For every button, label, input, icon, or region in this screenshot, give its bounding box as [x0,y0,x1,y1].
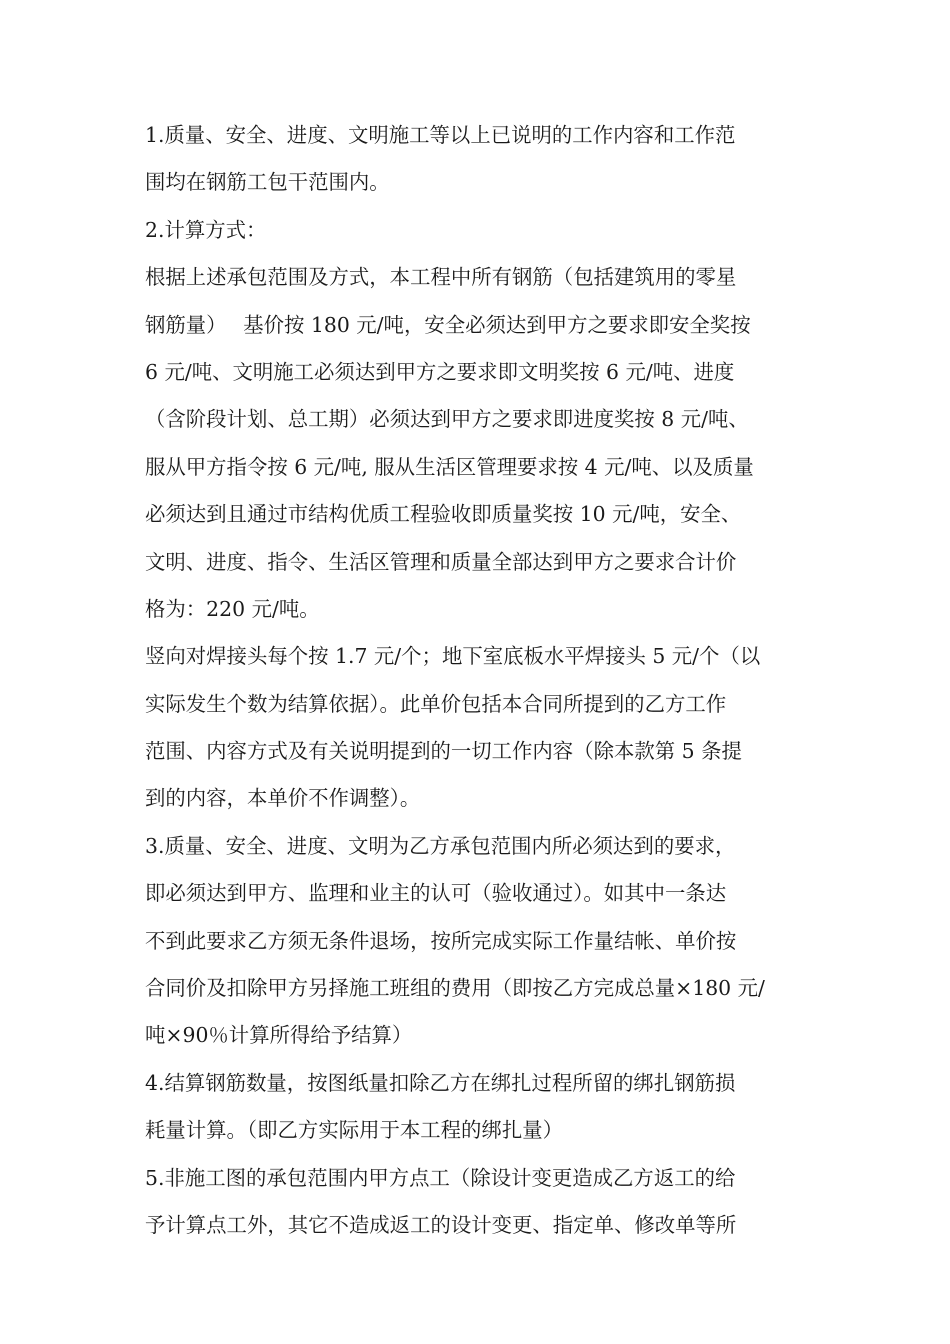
text-line: 5.非施工图的承包范围内甲方点工（除设计变更造成乙方返工的给 [145,1165,736,1190]
text-line: 围均在钢筋工包干范围内。 [145,170,390,195]
text-line: 予计算点工外，其它不造成返工的设计变更、指定单、修改单等所 [145,1212,737,1237]
text-line: 根据上述承包范围及方式，本工程中所有钢筋（包括建筑用的零星 [145,265,737,290]
text-line: 格为：220 元/吨。 [145,596,320,621]
text-line: 竖向对焊接头每个按 1.7 元/个；地下室底板水平焊接头 5 元/个（以 [145,644,761,669]
text-line: 6 元/吨、文明施工必须达到甲方之要求即文明奖按 6 元/吨、进度 [145,359,735,384]
text-line: 3.质量、安全、进度、文明为乙方承包范围内所必须达到的要求， [145,833,736,858]
text-line: 吨×90％计算所得给予结算） [145,1023,413,1048]
text-line: 4.结算钢筋数量，按图纸量扣除乙方在绑扎过程所留的绑扎钢筋损 [145,1070,736,1095]
text-line: 合同价及扣除甲方另择施工班组的费用（即按乙方完成总量×180 元/ [145,976,765,1001]
text-line: 范围、内容方式及有关说明提到的一切工作内容（除本款第 5 条提 [145,739,742,764]
text-line: 实际发生个数为结算依据）。此单价包括本合同所提到的乙方工作 [145,691,727,716]
text-line: 必须达到且通过市结构优质工程验收即质量奖按 10 元/吨，安全、 [145,502,742,527]
text-line: 文明、进度、指令、生活区管理和质量全部达到甲方之要求合计价 [145,549,737,574]
text-line: 耗量计算。（即乙方实际用于本工程的绑扎量） [145,1118,564,1143]
document-body [145,112,810,1249]
text-line: 即必须达到甲方、监理和业主的认可（验收通过）。如其中一条达 [145,881,727,906]
text-line: 钢筋量） 基价按 180 元/吨，安全必须达到甲方之要求即安全奖按 [145,312,751,337]
text-line: 到的内容，本单价不作调整）。 [145,786,421,811]
text-line: 不到此要求乙方须无条件退场，按所完成实际工作量结帐、单价按 [145,928,737,953]
text-line: 1.质量、安全、进度、文明施工等以上已说明的工作内容和工作范 [145,123,736,147]
text-line: 服从甲方指令按 6 元/吨, 服从生活区管理要求按 4 元/吨、以及质量 [145,454,754,479]
text-line: （含阶段计划、总工期）必须达到甲方之要求即进度奖按 8 元/吨、 [145,407,749,432]
text-line: 2.计算方式： [145,217,267,242]
